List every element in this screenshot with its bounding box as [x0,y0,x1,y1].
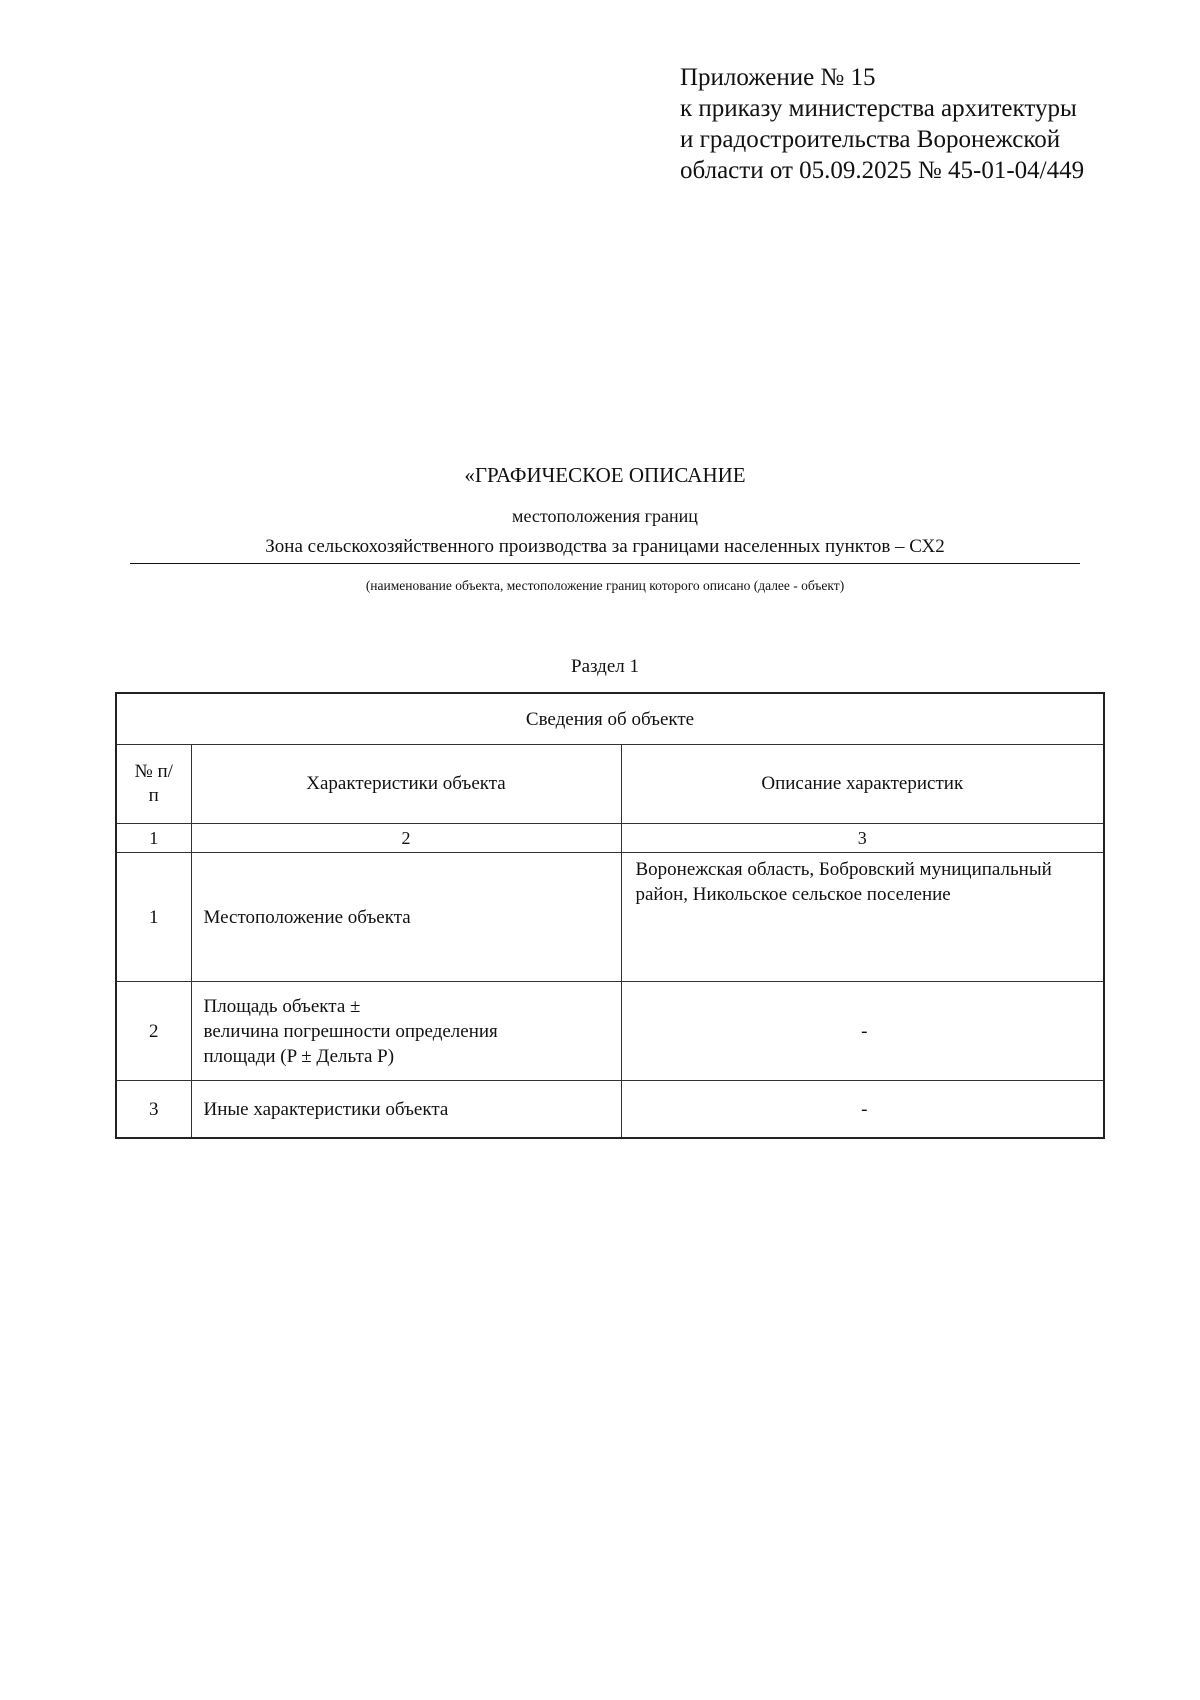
row-characteristic: Местоположение объекта [191,853,621,982]
row-characteristic-line: величина погрешности определения [203,1020,498,1042]
column-number: 3 [621,824,1104,853]
object-info-table [115,692,1105,1139]
object-name: Зона сельскохозяйственного производства за границами населенных пунктов – СХ2 [130,535,1080,564]
table-caption-row [116,693,1104,745]
section-label: Раздел 1 [571,656,639,677]
appendix-line: и градостроительства Воронежской [680,126,1061,153]
row-description: Воронежская область, Бобровский муниципальный район, Никольское сельское поселение [621,853,1104,982]
appendix-line: к приказу министерства архитектуры [680,95,1077,122]
row-number: 3 [116,1081,191,1139]
column-header-number: № п/п [116,745,191,824]
row-description: - [621,1081,1104,1139]
row-characteristic-line: Площадь объекта ± [203,995,361,1017]
title-block [110,0,1100,700]
column-number: 1 [116,824,191,853]
row-characteristic [191,982,621,1081]
row-characteristic-line: площади (P ± Дельта P) [203,1045,395,1067]
document-title: «ГРАФИЧЕСКОЕ ОПИСАНИЕ [464,463,746,487]
column-numbers-row [116,824,1104,853]
object-name-caption: (наименование объекта, местоположение границ которого описано (далее - объект) [365,578,845,593]
row-number: 1 [116,853,191,982]
row-description: - [621,982,1104,1081]
table-header-row [116,745,1104,824]
appendix-line: области от 05.09.2025 № 45-01-04/449 [680,157,1085,184]
column-header-characteristic: Характеристики объекта [191,745,621,824]
column-header-description: Описание характеристик [621,745,1104,824]
row-number: 2 [116,982,191,1081]
document-subtitle: местоположения границ [512,506,698,526]
table-row [116,1081,1104,1139]
table-row [116,853,1104,982]
row-characteristic: Иные характеристики объекта [191,1081,621,1139]
appendix-line: Приложение № 15 [680,64,876,91]
column-number: 2 [191,824,621,853]
table-row [116,982,1104,1081]
table-caption: Сведения об объекте [116,693,1104,745]
